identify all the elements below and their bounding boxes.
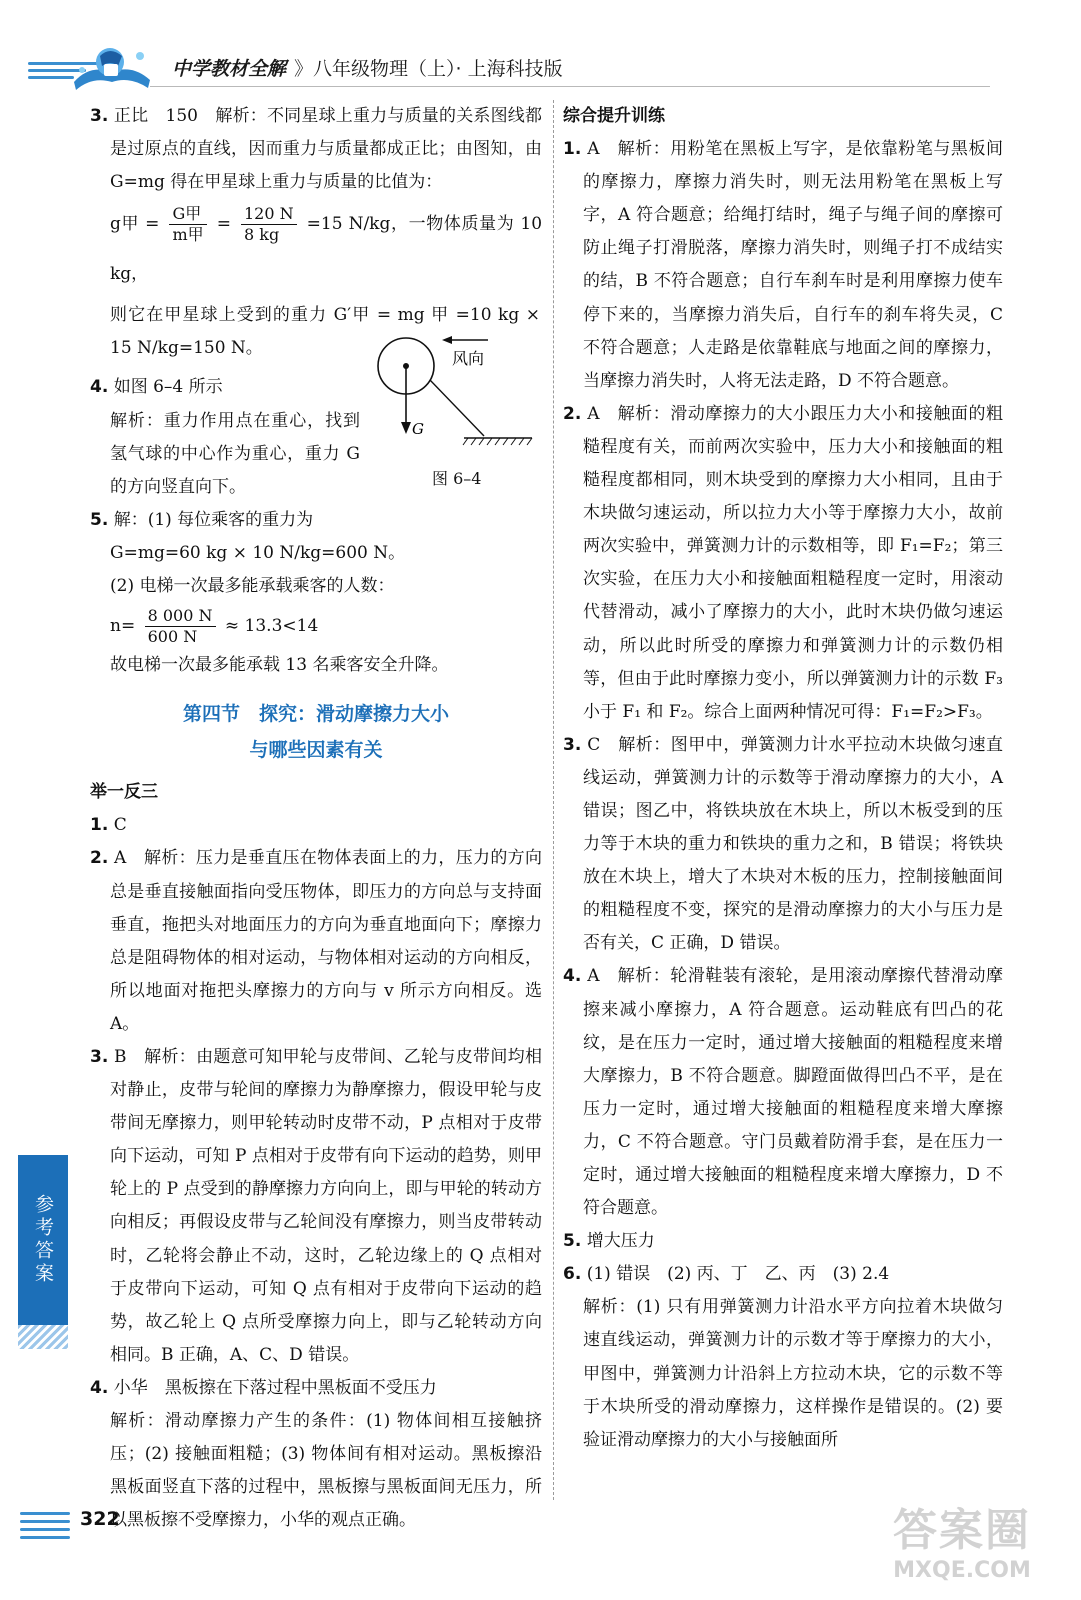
training-item-1	[563, 133, 1003, 398]
answer-number: 4.	[563, 966, 582, 987]
formula-rest: ≈ 13.3<14	[224, 616, 319, 637]
answer-4-analysis: 解析：重力作用点在重心，找到氢气球的中心作为重心，重力 G 的方向竖直向下。	[110, 410, 360, 497]
answer-number: 3.	[563, 734, 582, 755]
subheading-comprehensive: 综合提升训练	[563, 106, 665, 126]
answer-number: 3.	[90, 1046, 109, 1067]
answer-4	[90, 371, 360, 404]
fraction-numerator: 8 000 N	[145, 606, 216, 627]
answer-5-conclusion: 故电梯一次最多能承载 13 名乘客安全升降。	[110, 655, 449, 676]
answer-text: B 解析：由题意可知甲轮与皮带间、乙轮与皮带间均相对静止，皮带与轮间的摩擦力为静摩擦力，假设甲轮与皮带间无摩擦力，则甲轮转动时皮带不动，P 点相对于皮带向下运动，可知 P 点相对于皮带有向下运动的趋势，则甲轮上的 P 点受到的静摩擦力方向向上，即与甲轮的转动方向相反；再假设皮带与乙轮间没有摩擦力，则当皮带转动时，乙轮将会静止不动，这时，乙轮边缘上的 Q 点相对于皮带向下运动，可知 Q 点有相对于皮带向下运动的趋势，故乙轮上 Q 点所受摩擦力向上，即与乙轮转动方向相同。B 正确，A、C、D 错误。	[110, 1046, 542, 1365]
answer-text: A 解析：滑动摩擦力的大小跟压力大小和接触面的粗糙程度有关，而前两次实验中，压力大小和接触面的粗糙程度都相同，则木块受到的摩擦力大小相同，且由于木块做匀速运动，所以拉力大小等于摩擦力大小，故前两次实验中，弹簧测力计的示数相等，即 F₁=F₂；第三次实验，在压力大小和接触面粗糙程度一定时，用滚动代替滑动，减小了摩擦力的大小，此时木块仍做匀速运动，所以此时所受的摩擦力和弹簧测力计的示数仍相等，但由于此时摩擦力变小，所以弹簧测力计的示数 F₃ 小于 F₁ 和 F₂。综合上面两种情况可得：F₁=F₂>F₃。	[583, 403, 1003, 722]
answer-number: 5.	[90, 509, 109, 530]
answer-text: 小华 黑板擦在下落过程中黑板面不受压力	[113, 1377, 437, 1398]
tether-rope	[430, 380, 484, 436]
subheading-practice: 举一反三	[90, 782, 158, 803]
training-item-3	[563, 729, 1003, 961]
wind-arrowhead	[442, 336, 452, 344]
answer-text: 如图 6–4 所示	[113, 377, 223, 398]
training-item-5	[563, 1225, 1003, 1258]
answer-number: 2.	[90, 848, 109, 869]
side-tab-hatch-decoration	[18, 1325, 68, 1349]
fraction-denominator: 8 kg	[244, 225, 280, 245]
watermark-logo	[862, 1505, 1062, 1595]
answer-text: A 解析：轮滑鞋装有滚轮，是用滚动摩擦代替滑动摩擦来减小摩擦力，A 符合题意。运动鞋底有凹凸的花纹，是在压力一定时，通过增大接触面的粗糙程度来增大摩擦力，B 不符合题意。脚蹬面做得凹凸不平，是在压力一定时，通过增大接触面的粗糙程度来增大摩擦力，C 不符合题意。守门员戴着防滑手套，是在压力一定时，通过增大接触面的粗糙程度来增大摩擦力，D 不符合题意。	[583, 966, 1003, 1219]
fraction-numerator: 120 N	[241, 204, 297, 225]
formula-lhs: n=	[110, 616, 136, 637]
answer-text: (1) 错误 (2) 丙、丁 乙、丙 (3) 2.4	[586, 1264, 890, 1285]
page-number: 322	[80, 1508, 120, 1530]
header-rule	[150, 86, 990, 87]
answer-text: C	[113, 815, 127, 836]
answer-number: 5.	[563, 1231, 582, 1252]
watermark-url: MXQE.COM	[893, 1558, 1031, 1583]
answer-text: A 解析：用粉笔在黑板上写字，是依靠粉笔与黑板间的摩擦力，摩擦力消失时，则无法用粉笔在黑板上写字，A 符合题意；给绳打结时，绳子与绳子间的摩擦可防止绳子打滑脱落，摩擦力消失时，则绳子打不成结实的结，B 不符合题意；自行车刹车时是利用摩擦力使车停下来的，当摩擦力消失后，自行车的刹车将失灵，C 不符合题意；人走路是依靠鞋底与地面之间的摩擦力，当摩擦力消失时，人将无法走路，D 不符合题意。	[583, 139, 1003, 391]
book-title: 中学教材全解	[172, 58, 287, 80]
answer-5-line3: (2) 电梯一次最多能承载乘客的人数：	[110, 576, 395, 597]
wind-label: 风向	[452, 349, 485, 368]
footer-stripes-decoration	[20, 1512, 70, 1544]
section-title-line2: 与哪些因素有关	[249, 739, 383, 762]
answer-number: 4.	[90, 1377, 109, 1398]
formula-equals: =	[216, 214, 231, 235]
header-title	[172, 54, 567, 81]
practice-item-3	[90, 1041, 542, 1372]
answer-number: 4.	[90, 377, 109, 398]
section-title-line1: 第四节 探究：滑动摩擦力大小	[182, 703, 449, 726]
training-item-6-analysis: 解析：(1) 只有用弹簧测力计沿水平方向拉着木块做匀速直线运动，弹簧测力计的示数才等于摩擦力的大小，甲图中，弹簧测力计沿斜上方拉动木块，它的示数不等于木块所受的滑动摩擦力，这样操作是错误的。(2) 要验证滑动摩擦力的大小与接触面所	[583, 1297, 1003, 1450]
answer-3	[90, 100, 542, 199]
watermark-text: 答案圈	[893, 1505, 1031, 1556]
page-header	[0, 0, 1081, 100]
fraction-denominator: m甲	[172, 225, 204, 245]
section-title	[90, 696, 542, 768]
answer-text: 解：(1) 每位乘客的重力为	[113, 509, 314, 530]
training-item-4	[563, 960, 1003, 1225]
answer-number: 6.	[563, 1264, 582, 1285]
formula-g	[90, 199, 542, 299]
answer-4-block	[90, 371, 360, 536]
side-tab-answers: 参考答案	[18, 1155, 68, 1325]
book-logo-icon	[70, 42, 154, 96]
answer-text: C 解析：图甲中，弹簧测力计水平拉动木块做匀速直线运动，弹簧测力计的示数等于滑动摩擦力的大小，A 错误；图乙中，将铁块放在木块上，所以木板受到的压力等于木块的重力和铁块的重力之和，B 错误；将铁块放在木块上，增大了木块对木板的压力，控制接触面间的粗糙程度不变，探究的是滑动摩擦力的大小与压力是否有关，C 正确，D 错误。	[583, 734, 1003, 954]
fraction-n	[145, 606, 216, 647]
fraction-denominator: 600 N	[147, 627, 198, 647]
gravity-arrowhead	[401, 422, 411, 434]
fraction-g-over-m	[169, 204, 206, 245]
answer-3-continued: 则它在甲星球上受到的重力 G′甲 = mg 甲 =10 kg × 15 N/kg=150 N。	[110, 305, 540, 359]
answer-5	[90, 504, 360, 537]
fraction-numerator: G甲	[169, 204, 206, 225]
practice-item-4	[90, 1372, 542, 1405]
answer-number: 1.	[90, 815, 109, 836]
answer-5-line2: G=mg=60 kg × 10 N/kg=600 N。	[110, 542, 406, 563]
right-column	[563, 100, 1003, 1457]
answer-text: 正比 150 解析：不同星球上重力与质量的关系图线都是过原点的直线，因而重力与质量都成正比；由图知，由 G=mg 得在甲星球上重力与质量的比值为：	[110, 106, 542, 193]
figure-caption: 图 6–4	[432, 469, 482, 488]
practice-item-1	[90, 809, 542, 842]
answer-number: 2.	[563, 403, 582, 424]
fraction-values	[241, 204, 297, 245]
answer-text: 增大压力	[586, 1231, 655, 1252]
answer-number: 1.	[563, 139, 582, 160]
formula-lhs: g甲 =	[110, 214, 160, 235]
header-edition: 》八年级物理（上）· 上海科技版	[294, 58, 563, 80]
answer-number: 3.	[90, 106, 109, 126]
ground-hatching	[463, 438, 532, 445]
training-item-2	[563, 398, 1003, 729]
training-item-6	[563, 1258, 1003, 1291]
column-divider	[553, 100, 554, 1500]
formula-rest: =15 N/kg，一物体质量为 10 kg，	[110, 214, 543, 285]
formula-n	[90, 603, 542, 649]
left-column	[90, 100, 542, 1537]
answer-text: A 解析：压力是垂直压在物体表面上的力，压力的方向总是垂直接触面指向受压物体，即压力的方向总与支持面垂直，拖把头对地面压力的方向为垂直地面向下；摩擦力总是阻碍物体的相对运动，与物体相对运动的方向相反，所以地面对拖把头摩擦力的方向与 v 所示方向相反。选 A。	[110, 848, 543, 1034]
practice-item-4-analysis: 解析：滑动摩擦力产生的条件：(1) 物体间相互接触挤压；(2) 接触面粗糙；(3) 物体间有相对运动。黑板擦沿黑板面竖直下落的过程中，黑板擦与黑板面间无压力，所以黑板擦不受摩擦力，小华的观点正确。	[110, 1411, 542, 1531]
practice-item-2	[90, 842, 542, 1041]
gravity-label: G	[412, 420, 424, 438]
